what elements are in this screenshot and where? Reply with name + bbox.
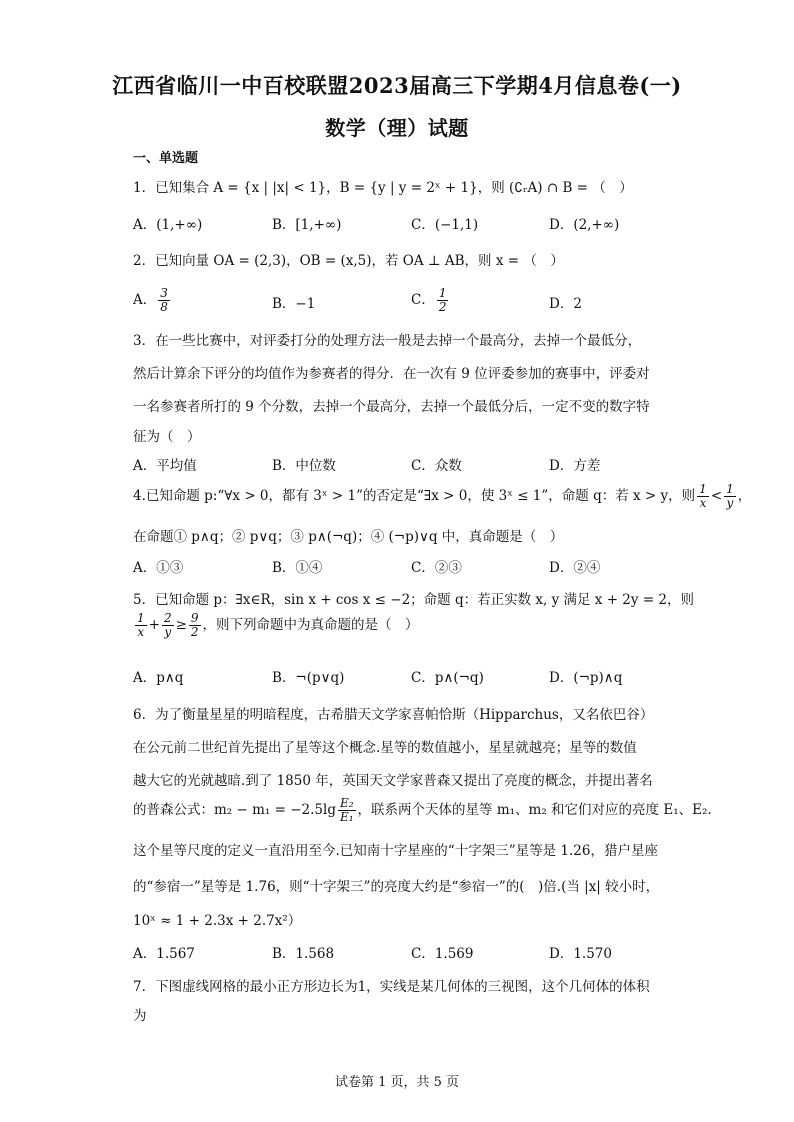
question-6-line-7: 10ˣ ≈ 1 + 2.3x + 2.7x²） (133, 913, 302, 929)
q2-option-a-fraction (158, 287, 170, 314)
q6-option-c: C．1.569 (411, 946, 474, 962)
question-3-line-2: 然后计算余下评分的均值作为参赛者的得分．在一次有 9 位评委参加的赛事中，评委对 (133, 366, 650, 382)
question-6-line-6: 的“参宿一”星等是 1.76，则“十字架三”的亮度大约是“参宿一”的( )倍.(当 |x| 较小时， (133, 879, 660, 895)
question-7-line-2: 为 (133, 1008, 147, 1024)
question-6-line-4 (133, 797, 712, 824)
q2-option-b: B．−1 (272, 296, 316, 312)
frac-denominator: E₁ (339, 810, 354, 824)
q5-option-d: D．(¬p)∧q (549, 670, 623, 686)
section-heading: 一、单选题 (133, 151, 199, 166)
q5-line-2-end: ，则下列命题中为真命题的是（ ） (202, 617, 419, 633)
question-5-line-2 (133, 612, 419, 639)
question-6-line-3: 越大它的光就越暗.到了 1850 年，英国天文学家普森又提出了亮度的概念，并提出著名 (133, 773, 653, 789)
question-4-line-2: 在命题① p∧q；② p∨q；③ p∧(¬q)；④ (¬p)∨q 中，真命题是（ ） (133, 529, 564, 545)
frac-numerator: 9 (190, 611, 199, 625)
frac-numerator: 1 (699, 482, 707, 496)
frac-numerator: E₂ (339, 796, 354, 810)
q5-option-c: C．p∧(¬q) (411, 670, 484, 686)
frac-denominator: 2 (438, 300, 447, 314)
frac-numerator: 3 (160, 286, 168, 300)
q2-option-c-fraction (437, 287, 449, 314)
question-3-line-4: 征为（ ） (133, 429, 201, 445)
q2-option-c (411, 287, 450, 314)
question-2-stem: 2．已知向量 OA = (2,3)，OB = (x,5)，若 OA ⊥ AB，则 x = （ ） (133, 253, 564, 269)
question-6-line-5: 这个星等尺度的定义一直沿用至今.已知南十字星座的“十字架三”星等是 1.26，猎户星座 (133, 843, 658, 859)
q6-option-b: B．1.568 (272, 946, 335, 962)
q4-option-c: C．②③ (411, 560, 462, 576)
q2-option-c-label: C． (411, 292, 435, 308)
frac-denominator: 8 (160, 300, 168, 314)
question-3-line-1: 3．在一些比赛中，对评委打分的处理方法一般是去掉一个最高分，去掉一个最低分， (133, 333, 642, 349)
q5-option-a: A．p∧q (133, 670, 184, 686)
question-4-line-1 (133, 483, 751, 510)
question-6-line-1: 6．为了衡量星星的明暗程度，古希腊天文学家喜帕恰斯（Hipparchus，又名依巴谷） (133, 707, 654, 723)
q5-fraction-2-over-y (162, 612, 174, 639)
q1-option-d: D．(2,+∞) (549, 217, 620, 233)
q4-option-a: A．①③ (133, 560, 184, 576)
q2-option-d: D．2 (549, 296, 582, 312)
frac-numerator: 1 (137, 611, 145, 625)
q6-formula-left: 的普森公式：m₂ − m₁ = −2.5lg (133, 802, 336, 818)
q3-option-a: A．平均值 (133, 458, 197, 474)
q5-option-b: B．¬(p∨q) (272, 670, 345, 686)
frac-denominator: x (137, 625, 145, 639)
frac-denominator: 2 (190, 625, 199, 639)
page-footer: 试卷第 1 页，共 5 页 (334, 1075, 460, 1090)
q2-option-a-label: A． (133, 292, 157, 308)
q6-option-a: A．1.567 (133, 946, 195, 962)
q6-fraction-e2-over-e1 (338, 797, 356, 824)
frac-denominator: x (699, 496, 707, 510)
q1-option-b: B．[1,+∞) (272, 217, 342, 233)
q1-option-c: C．(−1,1) (411, 217, 479, 233)
frac-numerator: 1 (726, 482, 734, 496)
q4-option-d: D．②④ (549, 560, 601, 576)
q4-option-b: B．①④ (272, 560, 323, 576)
q4-line-1-end: ， (737, 488, 752, 504)
q4-fraction-1-over-x (697, 483, 709, 510)
frac-denominator: y (726, 496, 734, 510)
q3-option-b: B．中位数 (272, 458, 336, 474)
q4-fraction-1-over-y (724, 483, 736, 510)
q1-option-a: A．(1,+∞) (133, 217, 203, 233)
q5-ge: ≥ (175, 617, 187, 633)
frac-numerator: 1 (438, 286, 447, 300)
q5-plus: + (148, 617, 160, 633)
frac-numerator: 2 (163, 611, 172, 625)
question-7-line-1: 7．下图虚线网格的最小正方形边长为1，实线是某几何体的三视图，这个几何体的体积 (133, 979, 650, 995)
q4-line-1-text: 4.已知命题 p:“∀x > 0，都有 3ˣ > 1”的否定是“∃x > 0，使 3ˣ ≤ 1”，命题 q：若 x > y，则 (133, 488, 696, 504)
frac-denominator: y (164, 625, 172, 639)
q4-relation: < (710, 488, 723, 504)
question-1-stem: 1．已知集合 A = {x | |x| < 1}，B = {y | y = 2ˣ + 1}，则 (∁ᵣA) ∩ B = （ ） (133, 180, 633, 196)
q3-option-c: C．众数 (411, 458, 462, 474)
question-6-line-2: 在公元前二世纪首先提出了星等这个概念.星等的数值越小，星星就越亮；星等的数值 (133, 740, 637, 756)
question-3-line-3: 一名参赛者所打的 9 个分数，去掉一个最高分，去掉一个最低分后，一定不变的数字特 (133, 399, 650, 415)
q5-fraction-9-over-2 (189, 612, 201, 639)
q5-fraction-1-over-x (135, 612, 147, 639)
q6-option-d: D．1.570 (549, 946, 612, 962)
q2-option-a (133, 287, 172, 314)
q6-formula-right: ，联系两个天体的星等 m₁、m₂ 和它们对应的亮度 E₁、E₂. (357, 802, 712, 818)
q3-option-d: D．方差 (549, 458, 601, 474)
exam-title: 江西省临川一中百校联盟2023届高三下学期4月信息卷(一) (112, 73, 682, 98)
exam-subtitle: 数学（理）试题 (325, 116, 469, 140)
question-5-line-1: 5．已知命题 p：∃x∈R，sin x + cos x ≤ −2；命题 q：若正实数 x, y 满足 x + 2y = 2，则 (133, 592, 695, 608)
